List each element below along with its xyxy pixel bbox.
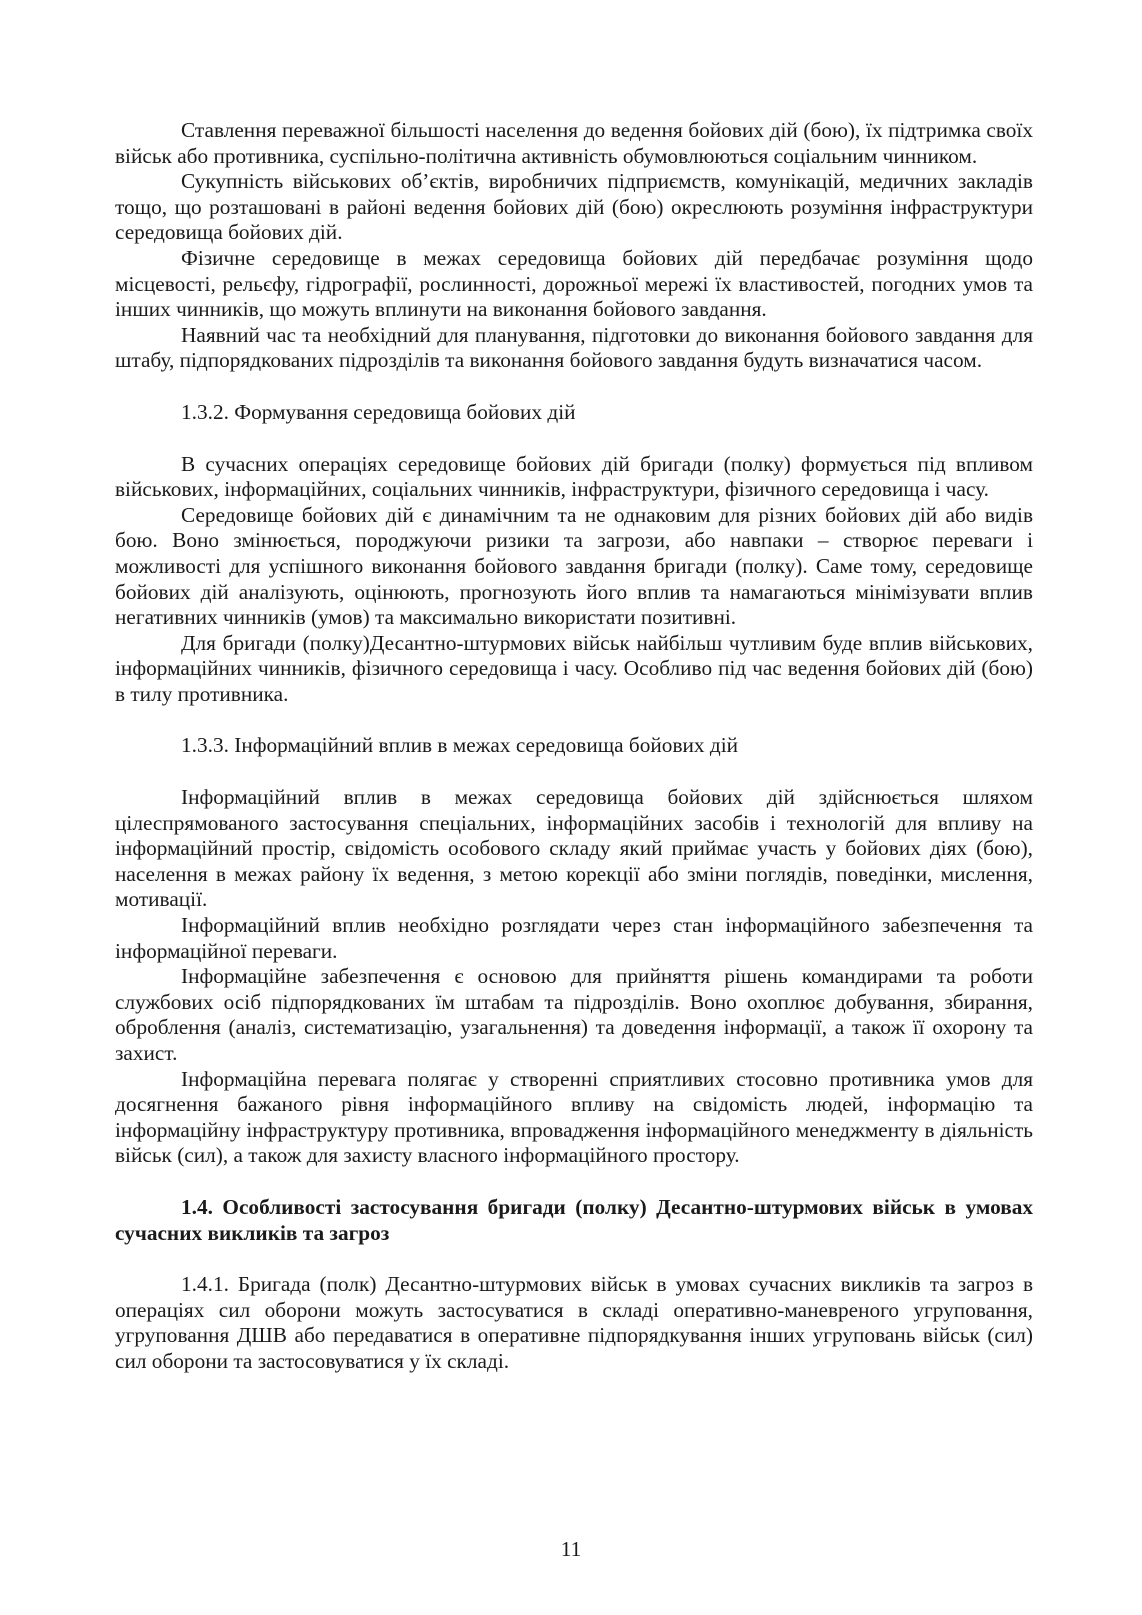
paragraph: Інформаційний вплив необхідно розглядати через стан інформаційного забезпечення та інформаційної переваги. [115,913,1033,963]
paragraph: Фізичне середовище в межах середовища бойових дій передбачає розуміння щодо місцевості, рельєфу, гідрографії, рослинності, дорожньої мережі їх властивостей, погодних умов та інших чинників, що можуть вплинути на виконання бойового завдання. [115,245,1033,322]
paragraph: В сучасних операціях середовище бойових дій бригади (полку) формується під впливом військових, інформаційних, соціальних чинників, інфраструктури, фізичного середовища і часу. [115,451,1033,502]
paragraph: Інформаційний вплив в межах середовища бойових дій здійснюється шляхом цілеспрямованого застосування спеціальних, інформаційних засобів і технологій для впливу на інформаційний простір, свідомість особового складу який приймає участь у бойових діях (бою), населення в межах району їх ведення, з метою корекції або зміни поглядів, поведінки, мислення, мотивації. [115,785,1033,912]
paragraph: Наявний час та необхідний для планування, підготовки до виконання бойового завдання для штабу, підпорядкованих підрозділів та виконання бойового завдання будуть визначатися часом. [115,322,1033,373]
paragraph: Для бригади (полку)Десантно-штурмових військ найбільш чутливим буде вплив військових, інформаційних чинників, фізичного середовища і часу. Особливо під час ведення бойових дій (бою) в тилу противника. [115,630,1033,706]
paragraph: Середовище бойових дій є динамічним та не однаковим для різних бойових дій або видів бою. Воно змінюється, породжуючи ризики та загрози, або навпаки – створює переваги і можливості для успішного виконання бойового завдання бригади (полку). Саме тому, середовище бойових дій аналізують, оцінюють, прогнозують його вплив та намагаються мінімізувати вплив негативних чинників (умов) та максимально використати позитивні. [115,502,1033,630]
paragraph: 1.4.1. Бригада (полк) Десантно-штурмових військ в умовах сучасних викликів та загроз в операціях сил оборони можуть застосуватися в складі оперативно-маневреного угруповання, угруповання ДШВ або передаватися в оперативне підпорядкування інших угруповань військ (сил) сил оборони та застосовуватися у їх складі. [115,1272,1033,1373]
subsection-heading-1-3-3: 1.3.3. Інформаційний вплив в межах середовища бойових дій [181,733,739,758]
subsection-heading-1-3-2: 1.3.2. Формування середовища бойових дій [181,399,576,424]
paragraph: Інформаційна перевага полягає у створенні сприятливих стосовно противника умов для досягнення бажаного рівня інформаційного впливу на свідомість людей, інформацію та інформаційну інфраструктуру противника, впровадження інформаційного менеджменту в діяльність військ (сил), а також для захисту власного інформаційного простору. [115,1066,1033,1168]
page-number: 11 [560,1537,582,1561]
document-page [115,118,1033,1375]
section-heading-1-4: 1.4. Особливості застосування бригади (полку) Десантно-штурмових військ в умовах сучасних викликів та загроз [115,1194,1033,1245]
paragraph: Ставлення переважної більшості населення до ведення бойових дій (бою), їх підтримка своїх військ або противника, суспільно-політична активність обумовлюються соціальним чинником. [115,118,1033,168]
paragraph: Сукупність військових об’єктів, виробничих підприємств, комунікацій, медичних закладів тощо, що розташовані в районі ведення бойових дій (бою) окреслюють розуміння інфраструктури середовища бойових дій. [115,169,1033,245]
paragraph: Інформаційне забезпечення є основою для прийняття рішень командирами та роботи службових осіб підпорядкованих їм штабам та підрозділів. Воно охоплює добування, збирання, оброблення (аналіз, систематизацію, узагальнення) та доведення інформації, а також її охорону та захист. [115,964,1033,1065]
